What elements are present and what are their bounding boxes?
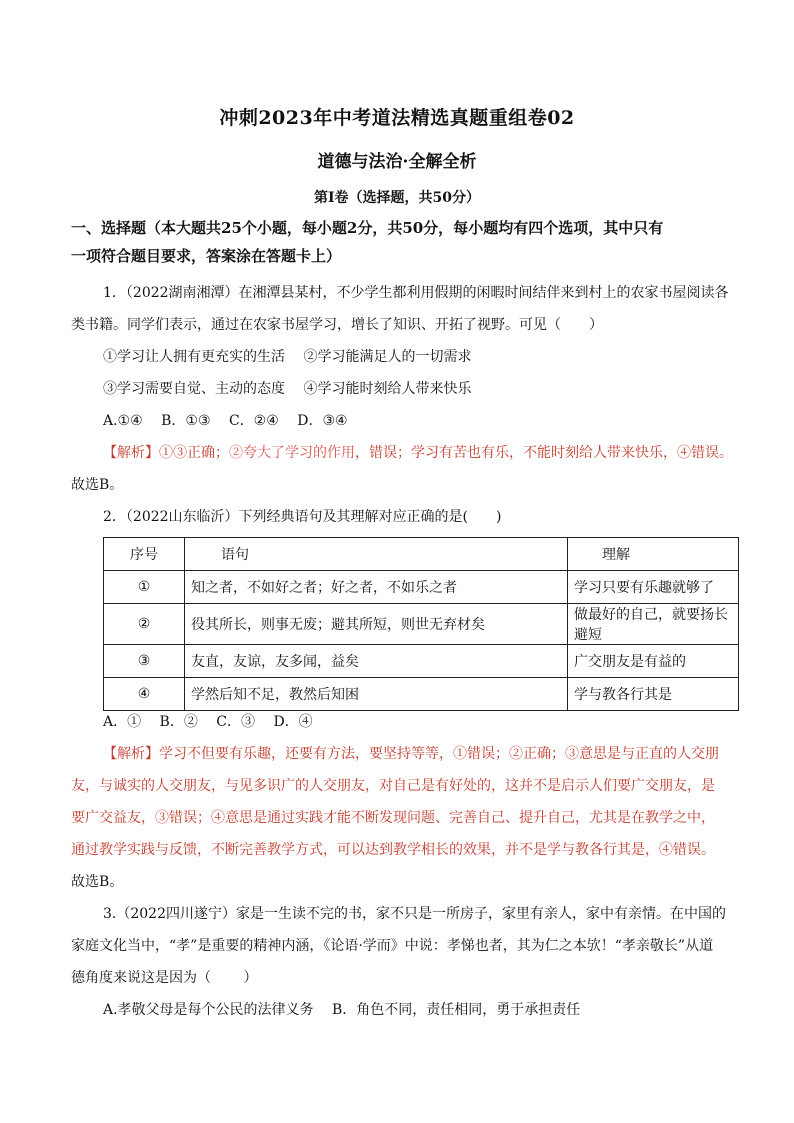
q2-analysis-line-3: 要广交益友，③错误；④意思是通过实践才能不断发现问题、完善自己、提升自己，尤其是在教学之中， <box>71 810 715 826</box>
table-cell: 役其所长，则事无废；避其所短，则世无弃材矣 <box>185 604 568 645</box>
analysis-tag: 【解析】 <box>103 746 159 762</box>
analysis-tag: 【解析】 <box>103 445 159 461</box>
q3-stem-line-1: 3.（2022四川遂宁）家是一生读不完的书，家不只是一所房子，家里有亲人，家中有亲情。在中国的 <box>103 906 726 922</box>
q3-stem-line-2: 家庭文化当中，“孝”是重要的精神内涵，《论语·学而》中说：孝悌也者，其为仁之本欤！“孝亲敬长”从道 <box>71 938 714 954</box>
table-row <box>104 571 739 604</box>
table-header-row <box>104 538 739 571</box>
q2-answer: 故选B。 <box>71 874 124 890</box>
table-cell: 学与教各行其是 <box>568 678 739 711</box>
q2-analysis-line-2: 友，与诚实的人交朋友，与见多识广的人交朋友，对自己是有好处的，这并不是启示人们要广交朋友，是 <box>71 778 715 794</box>
table-cell: ④ <box>104 678 185 711</box>
q1-choices: A.①④ B．①③ C．②④ D．③④ <box>103 413 348 429</box>
q1-analysis <box>103 442 733 462</box>
q1-stem-line-2: 类书籍。同学们表示，通过在农家书屋学习，增长了知识、开拓了视野。可见（ ） <box>71 317 603 333</box>
table-cell: 广交朋友是有益的 <box>568 645 739 678</box>
q2-analysis-line-1 <box>103 743 719 763</box>
q1-analysis-part-b: ②夸大了学习的作用 <box>229 445 355 461</box>
q1-analysis-part-a: ①③正确； <box>159 445 229 461</box>
q2-analysis-line-4: 通过教学实践与反馈，不断完善教学方式，可以达到教学相长的效果，并不是学与教各行其是，④错误。 <box>71 842 715 858</box>
table-cell: ② <box>104 604 185 645</box>
q2-choices: A．① B．② C．③ D．④ <box>103 714 313 730</box>
table-row <box>104 678 739 711</box>
q3-stem-line-3: 德角度来说这是因为（ ） <box>71 970 258 986</box>
q3-choices: A.孝敬父母是每个公民的法律义务 B．角色不同，责任相同，勇于承担责任 <box>103 1002 581 1018</box>
q2-stem: 2．（2022山东临沂）下列经典语句及其理解对应正确的是( ) <box>103 509 502 525</box>
table-cell: ③ <box>104 645 185 678</box>
table-cell: 做最好的自己，就要扬长避短 <box>568 604 739 645</box>
table-cell: 知之者，不如好之者；好之者，不如乐之者 <box>185 571 568 604</box>
q1-options-line-1: ①学习让人拥有更充实的生活 ②学习能满足人的一切需求 <box>103 349 472 365</box>
document-title: 冲刺2023年中考道法精选真题重组卷02 <box>219 107 575 129</box>
table-row <box>104 604 739 645</box>
volume-heading: 第I卷（选择题，共50分） <box>313 190 481 206</box>
table-header-cell: 理解 <box>568 538 739 571</box>
table-cell: 学然后知不足，教然后知困 <box>185 678 568 711</box>
q2-table <box>103 537 739 711</box>
section-heading-line-1: 一、选择题（本大题共25个小题，每小题2分，共50分，每小题均有四个选项，其中只有 <box>71 219 664 237</box>
table-cell: 友直，友谅，友多闻，益矣 <box>185 645 568 678</box>
table-cell: 学习只要有乐趣就够了 <box>568 571 739 604</box>
table-header-cell: 语句 <box>185 538 568 571</box>
q1-analysis-part-c: ，错误；学习有苦也有乐，不能时刻给人带来快乐，④错误。 <box>355 445 733 461</box>
q1-answer: 故选B。 <box>71 477 124 493</box>
q1-options-line-2: ③学习需要自觉、主动的态度 ④学习能时刻给人带来快乐 <box>103 381 472 397</box>
q1-stem-line-1: 1．（2022湖南湘潭）在湘潭县某村，不少学生都利用假期的闲暇时间结伴来到村上的农家书屋阅读各 <box>103 285 729 301</box>
section-heading <box>71 214 726 270</box>
section-heading-line-2: 一项符合题目要求，答案涂在答题卡上） <box>71 247 342 265</box>
document-subtitle: 道德与法治·全解全析 <box>317 152 477 172</box>
table-header-cell: 序号 <box>104 538 185 571</box>
q2-analysis-text: 学习不但要有乐趣，还要有方法，要坚持等等，①错误；②正确；③意思是与正直的人交朋 <box>159 746 719 762</box>
table-cell: ① <box>104 571 185 604</box>
table-row <box>104 645 739 678</box>
